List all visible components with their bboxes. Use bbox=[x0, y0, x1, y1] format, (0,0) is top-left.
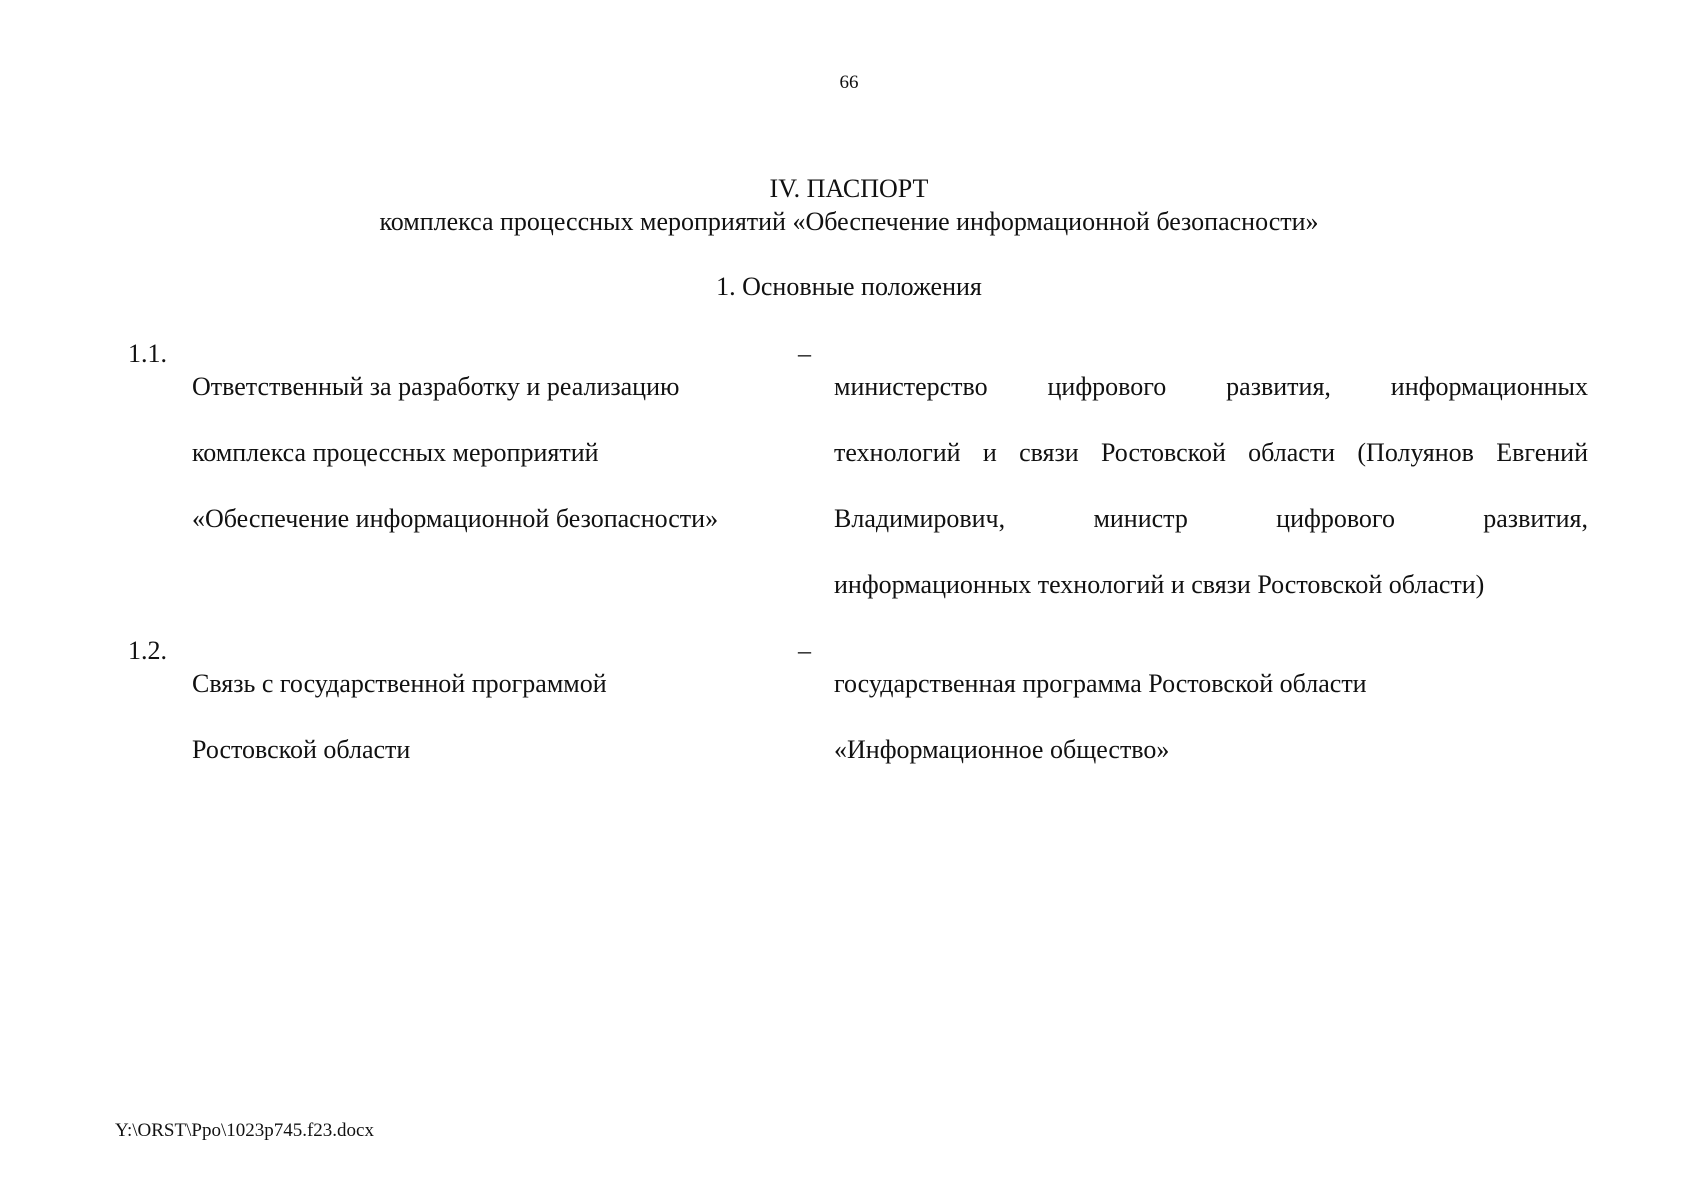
item-label-line: «Обеспечение информационной безопасности» bbox=[192, 504, 719, 533]
section-title: 1. Основные положения bbox=[716, 272, 982, 301]
item-value-line: министерство цифрового развития, информационных bbox=[834, 372, 1588, 401]
document-title: IV. ПАСПОРТ bbox=[769, 174, 929, 203]
list-item bbox=[128, 634, 1588, 799]
item-label-line: Ростовской области bbox=[192, 735, 411, 764]
item-label-line: Ответственный за разработку и реализацию bbox=[192, 372, 680, 401]
item-value-line: информационных технологий и связи Ростовской области) bbox=[834, 570, 1485, 599]
item-value-line: государственная программа Ростовской области bbox=[834, 669, 1367, 698]
item-number: 1.2. bbox=[128, 636, 167, 665]
basic-provisions-section bbox=[128, 337, 1588, 799]
document-subtitle: комплекса процессных мероприятий «Обеспечение информационной безопасности» bbox=[379, 207, 1319, 236]
item-value-line: технологий и связи Ростовской области (Полуянов Евгений bbox=[834, 438, 1588, 467]
item-value bbox=[834, 634, 1588, 799]
item-label bbox=[192, 337, 798, 634]
list-item bbox=[128, 337, 1588, 634]
dash-separator: – bbox=[798, 339, 811, 368]
item-value-line: «Информационное общество» bbox=[834, 735, 1170, 764]
item-label-line: комплекса процессных мероприятий bbox=[192, 438, 599, 467]
item-value-line: Владимирович, министр цифрового развития, bbox=[834, 504, 1588, 533]
item-label-line: Связь с государственной программой bbox=[192, 669, 607, 698]
dash-separator: – bbox=[798, 636, 811, 665]
file-path-footer: Y:\ORST\Ppo\1023p745.f23.docx bbox=[115, 1120, 374, 1141]
item-value bbox=[834, 337, 1588, 634]
item-number: 1.1. bbox=[128, 339, 167, 368]
page-number: 66 bbox=[839, 72, 859, 93]
item-label bbox=[192, 634, 798, 799]
